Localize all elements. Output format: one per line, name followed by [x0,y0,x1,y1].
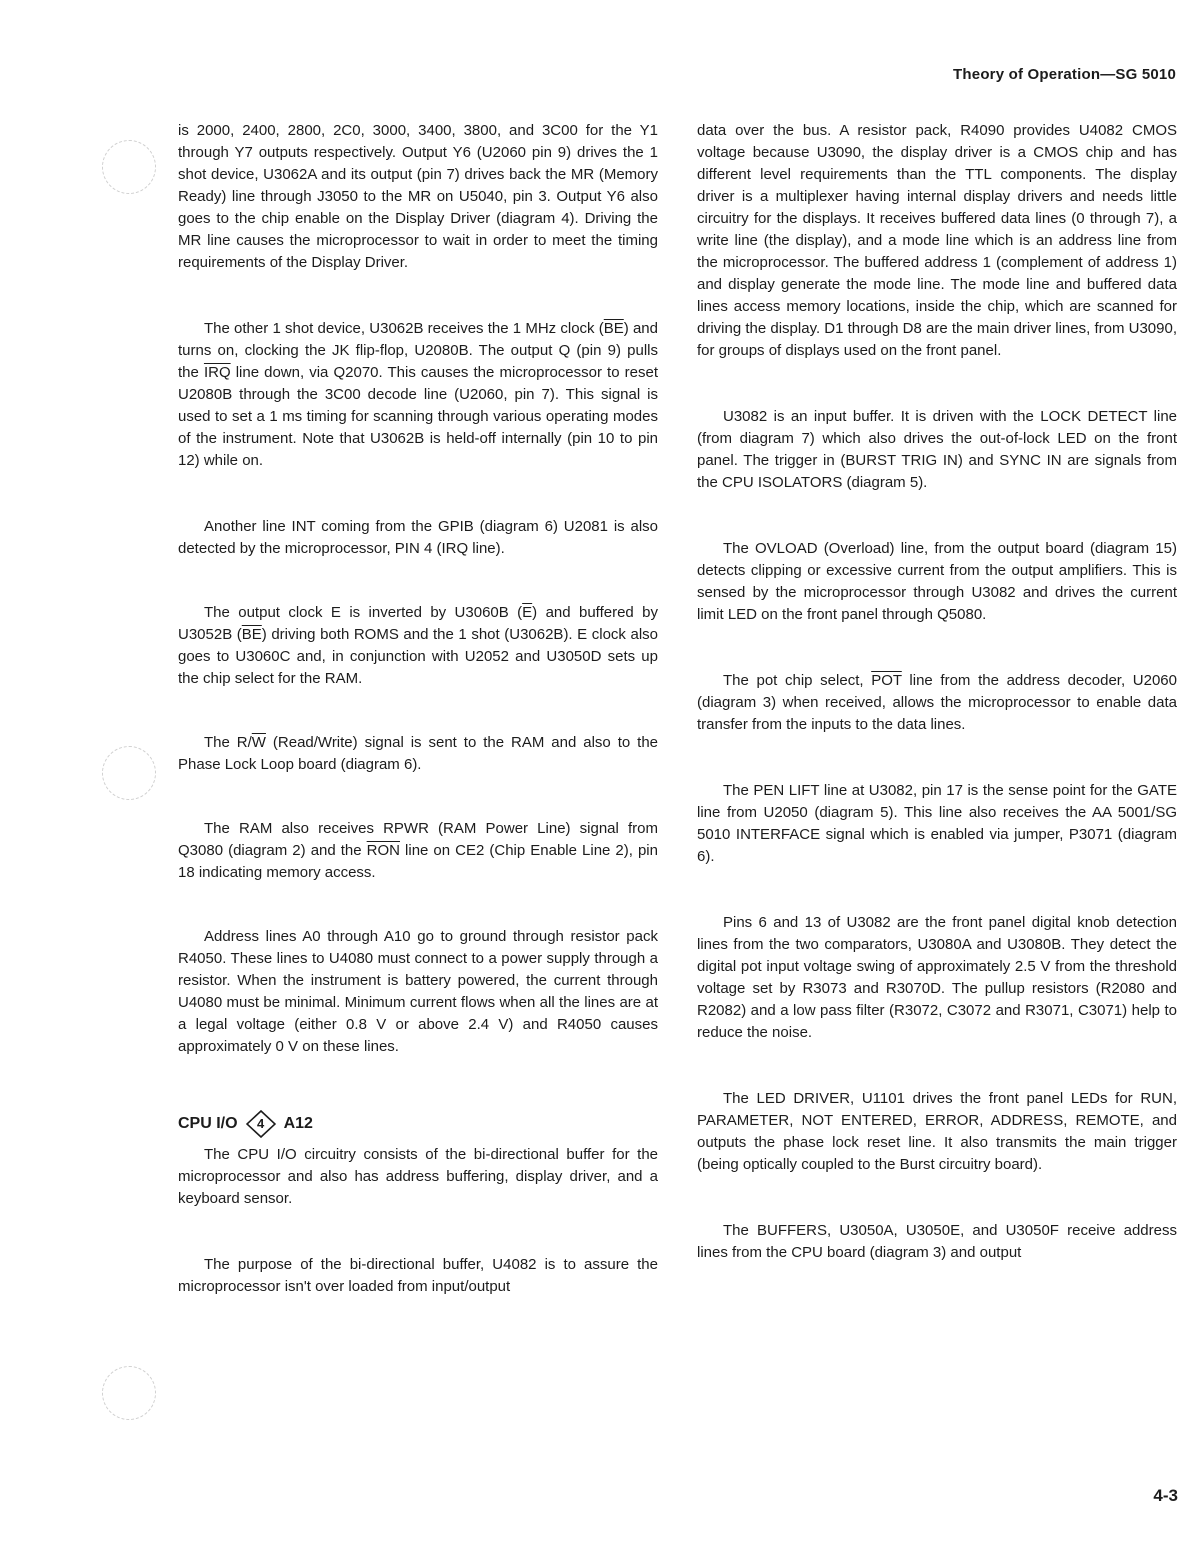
paragraph: is 2000, 2400, 2800, 2C0, 3000, 3400, 3800, and 3C00 for the Y1 through Y7 outputs respectively. Output Y6 (U2060 pin 9) drives the 1 shot device, U3062A and its output (pin 7) drives back the MR (Memory Ready) line through J3050 to the MR on U5040, pin 3. Output Y6 also goes to the chip enable on the Display Driver (diagram 4). Driving the MR line causes the microprocessor to wait in order to meet the timing requirements of the Display Driver. [178,122,658,271]
signal-irq: $\overline{IRQ}$ [203,364,231,381]
board-reference: A12 [283,1115,313,1132]
text-run: ) and buffered by U3052B ( [178,604,658,643]
paragraph [697,670,1177,736]
binder-hole-bottom [102,1366,156,1420]
left-column [178,120,658,1298]
paragraph [178,732,658,776]
signal-pot: $\overline{POT}$ [871,672,902,689]
paragraph: U3082 is an input buffer. It is driven with the LOCK DETECT line (from diagram 7) which also drives the out-of-lock LED on the front panel. The trigger in (BURST TRIG IN) and SYNC IN are signals from the CPU ISOLATORS (diagram 5). [697,408,1177,491]
diagram-number-diamond-icon [246,1110,276,1138]
signal-be: $\overline{BE}$ [241,626,262,643]
binder-hole-top [102,140,156,194]
section-heading [178,1110,658,1138]
paragraph: The BUFFERS, U3050A, U3050E, and U3050F receive address lines from the CPU board (diagram 3) and output [697,1222,1177,1261]
right-column [697,120,1177,1264]
text-run: The R/ [204,734,252,751]
section-title: CPU I/O [178,1115,238,1132]
text-run: The other 1 shot device, U3062B receives the 1 MHz clock ( [204,320,604,337]
paragraph: Another line INT coming from the GPIB (diagram 6) U2081 is also detected by the microprocessor, PIN 4 (IRQ line). [178,518,658,557]
paragraph: data over the bus. A resistor pack, R4090 provides U4082 CMOS voltage because U3090, the display driver is a CMOS chip and has different level requirements than the TTL components. The display driver is a multiplexer having internal display drivers and needs little circuitry for the displays. It receives buffered data lines (0 through 7), a write line (the display), and a mode line which is an address line from the microprocessor. The buffered address 1 (complement of address 1) and display generate the mode line. The mode line and buffered data lines access memory locations, inside the chip, which are scanned for driving the display. D1 through D8 are the main driver lines, from U3090, for groups of displays used on the front panel. [697,122,1177,359]
paragraph [178,818,658,884]
signal-be: $\overline{BE}$ [603,320,624,337]
text-run: The RAM also receives RPWR (RAM Power Line) signal from Q3080 (diagram 2) and the [178,820,658,859]
paragraph: The OVLOAD (Overload) line, from the output board (diagram 15) detects clipping or excessive current from the output amplifiers. This is sensed by the microprocessor through U3082 and drives the current limit LED on the front panel through Q5080. [697,540,1177,623]
signal-w: $\overline{W}$ [251,734,266,751]
page-header: Theory of Operation—SG 5010 [953,66,1176,83]
text-run: ) and turns on, clocking the JK flip-flop, U2080B. The output Q (pin 9) pulls the [178,320,658,381]
paragraph: Address lines A0 through A10 go to ground through resistor pack R4050. These lines to U4080 must connect to a power supply through a resistor. When the instrument is battery powered, the current through U4080 must be minimal. Minimum current flows when all the lines are at a legal voltage (either 0.8 V or above 2.4 V) and R4050 causes approximately 0 V on these lines. [178,928,658,1055]
text-run: line on CE2 (Chip Enable Line 2), pin 18 indicating memory access. [178,842,658,881]
binder-hole-middle [102,746,156,800]
text-run: line down, via Q2070. This causes the microprocessor to reset U2080B through the 3C00 decode line (U2060, pin 7). This signal is used to set a 1 ms timing for scanning through various operating modes of the instrument. Note that U3062B is held-off internally (pin 10 to pin 12) while on. [178,364,658,469]
signal-ron: $\overline{RON}$ [366,842,400,859]
page-number: 4-3 [1153,1486,1178,1505]
text-run: ) driving both ROMS and the 1 shot (U3062B). E clock also goes to U3060C and, in conjunction with U2052 and U3050D sets up the chip select for the RAM. [178,626,658,687]
text-run: (Read/Write) signal is sent to the RAM and also to the Phase Lock Loop board (diagram 6). [178,734,659,773]
paragraph: The PEN LIFT line at U3082, pin 17 is the sense point for the GATE line from U2050 (diagram 5). This line also receives the AA 5001/SG 5010 INTERFACE signal which is enabled via jumper, P3071 (diagram 6). [697,782,1177,865]
paragraph: Pins 6 and 13 of U3082 are the front panel digital knob detection lines from the two comparators, U3080A and U3080B. They detect the digital pot input voltage swing of approximately 2.5 V from the threshold voltage set by R3073 and R3070D. The pullup resistors (R2080 and R2082) and a low pass filter (R3072, C3072 and R3071, C3071) help to reduce the noise. [697,914,1177,1041]
paragraph: The purpose of the bi-directional buffer, U4082 is to assure the microprocessor isn't over loaded from input/output [178,1256,658,1295]
text-run: The pot chip select, [723,672,872,689]
paragraph: The LED DRIVER, U1101 drives the front panel LEDs for RUN, PARAMETER, NOT ENTERED, ERROR, ADDRESS, REMOTE, and outputs the phase lock reset line. It also transmits the main trigger (being optically coupled to the Burst circuitry board). [697,1090,1177,1173]
paragraph [178,602,658,690]
diagram-number: 4 [256,1116,265,1131]
paragraph: The CPU I/O circuitry consists of the bi-directional buffer for the microprocessor and also has address buffering, display driver, and a keyboard sensor. [178,1146,658,1207]
paragraph [178,318,658,472]
text-run: line from the address decoder, U2060 (diagram 3) when received, allows the microprocessor to enable data transfer from the inputs to the data lines. [697,672,1177,733]
signal-e: $\overline{E}$ [522,604,533,621]
text-run: The output clock E is inverted by U3060B ( [204,604,523,621]
